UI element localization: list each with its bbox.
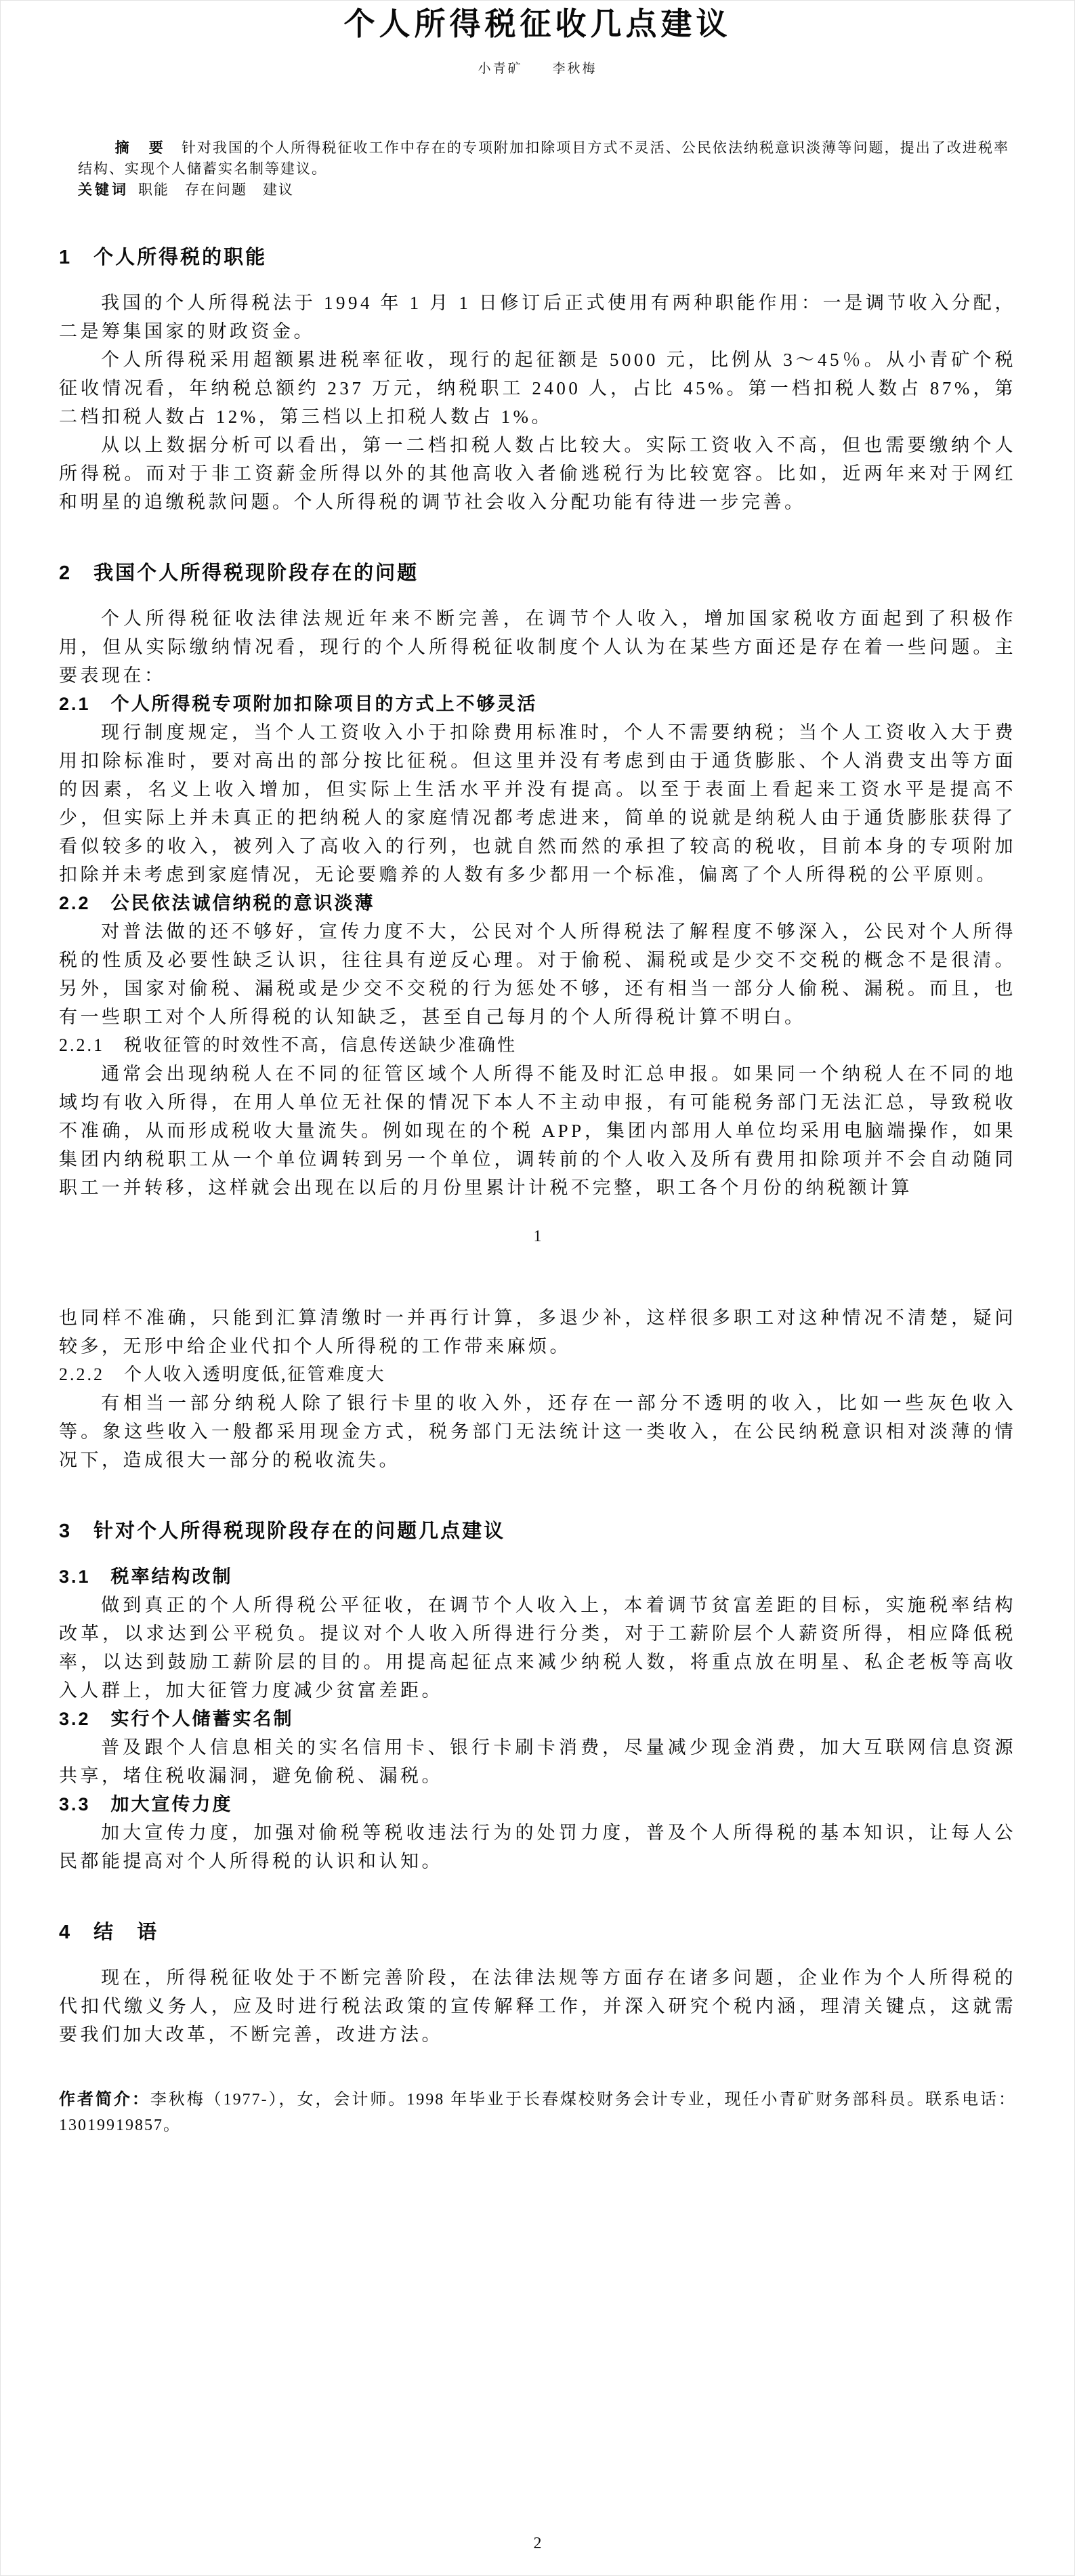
paragraph: 做到真正的个人所得税公平征收，在调节个人收入上，本着调节贫富差距的目标，实施税率结构改革，以求达到公平税负。提议对个人收入所得进行分类，对于工薪阶层个人薪资所得，相应降低税率，以达到鼓励工薪阶层的目的。用提高起征点来减少纳税人数，将重点放在明星、私企老板等高收入人群上，加大征管力度减少贫富差距。 (59, 1595, 1016, 1701)
subsection-heading: 2.1 个人所得税专项附加扣除项目的方式上不够灵活 (59, 694, 538, 714)
keywords (78, 180, 1009, 201)
section-heading: 4 结 语 (59, 1921, 159, 1943)
paragraph: 我国的个人所得税法于 1994 年 1 月 1 日修订后正式使用有两种职能作用：一是调节收入分配，二是筹集国家的财政资金。 (59, 293, 1016, 341)
paragraph-continued: 也同样不准确，只能到汇算清缴时一并再行计算，多退少补，这样很多职工对这种情况不清楚，疑问较多，无形中给企业代扣个人所得税的工作带来麻烦。 (59, 1308, 1016, 1356)
subsubsection-heading: 2.2.2 个人收入透明度低,征管难度大 (59, 1365, 386, 1384)
paragraph: 从以上数据分析可以看出，第一二档扣税人数占比较大。实际工资收入不高，但也需要缴纳个人所得税。而对于非工资薪金所得以外的其他高收入者偷逃税行为比较宽容。比如，近两年来对于网红和明星的追缴税款问题。个人所得税的调节社会收入分配功能有待进一步完善。 (59, 435, 1016, 512)
paragraph: 通常会出现纳税人在不同的征管区域个人所得不能及时汇总申报。如果同一个纳税人在不同的地域均有收入所得，在用人单位无社保的情况下本人不主动申报，有可能税务部门无法汇总，导致税收不准确，从而形成税收大量流失。例如现在的个税 APP，集团内部用人单位均采用电脑端操作，如果集团内纳税职工从一个单位调转到另一个单位，调转前的个人收入及所有费用扣除项并不会自动随同职工一并转移，这样就会出现在以后的月份里累计计税不完整，职工各个月份的纳税额计算 (59, 1064, 1016, 1198)
subsection-heading: 3.1 税率结构改制 (59, 1566, 233, 1587)
document-content (1, 5, 1074, 2138)
paragraph: 有相当一部分纳税人除了银行卡里的收入外，还存在一部分不透明的收入，比如一些灰色收入等。象这些收入一般都采用现金方式，税务部门无法统计这一类收入，在公民纳税意识相对淡薄的情况下，造成很大一部分的税收流失。 (59, 1393, 1016, 1470)
paragraph: 现在，所得税征收处于不断完善阶段，在法律法规等方面存在诸多问题，企业作为个人所得税的代扣代缴义务人，应及时进行税法政策的宣传解释工作，并深入研究个税内涵，理清关键点，这就需要我们加大改革，不断完善，改进方法。 (59, 1968, 1016, 2045)
paper-authors: 小青矿 李秋梅 (478, 62, 597, 76)
article-body (59, 244, 1016, 2049)
paragraph: 个人所得税征收法律法规近年来不断完善，在调节个人收入，增加国家税收方面起到了积极作用，但从实际缴纳情况看，现行的个人所得税征收制度个人认为在某些方面还是存在着一些问题。主要表现在： (59, 608, 1016, 686)
paragraph: 普及跟个人信息相关的实名信用卡、银行卡刷卡消费，尽量减少现金消费，加大互联网信息资源共享，堵住税收漏洞，避免偷税、漏税。 (59, 1737, 1016, 1786)
section-heading: 3 针对个人所得税现阶段存在的问题几点建议 (59, 1520, 506, 1542)
author-bio-label: 作者简介： (59, 2090, 150, 2108)
keywords-text: 职能 存在问题 建议 (138, 182, 294, 198)
section-heading: 1 个人所得税的职能 (59, 247, 268, 268)
subsubsection-heading: 2.2.1 税收征管的时效性不高，信息传送缺少准确性 (59, 1035, 518, 1055)
page-break (59, 1202, 1016, 1304)
abstract (78, 138, 1009, 180)
page-footer (1, 2535, 1074, 2553)
subsection-heading: 3.2 实行个人储蓄实名制 (59, 1709, 294, 1729)
paper-title: 个人所得税征收几点建议 (343, 6, 732, 41)
paragraph: 现行制度规定，当个人工资收入小于扣除费用标准时，个人不需要纳税；当个人工资收入大于费用扣除标准时，要对高出的部分按比征税。但这里并没有考虑到由于通货膨胀、个人消费支出等方面的因素，名义上收入增加，但实际上生活水平并没有提高。以至于表面上看起来工资水平是提高不少，但实际上并未真正的把纳税人的家庭情况都考虑进来，简单的说就是纳税人由于通货膨胀获得了看似较多的收入，被列入了高收入的行列，也就自然而然的承担了较高的税收，目前本身的专项附加扣除并未考虑到家庭情况，无论要赡养的人数有多少都用一个标准，偏离了个人所得税的公平原则。 (59, 722, 1016, 885)
page-number: 1 (533, 1228, 542, 1245)
paragraph: 对普法做的还不够好，宣传力度不大，公民对个人所得税法了解程度不够深入，公民对个人所得税的性质及必要性缺乏认识，往往具有逆反心理。对于偷税、漏税或是少交不交税的概念不是很清。另外，国家对偷税、漏税或是少交不交税的行为惩处不够，还有相当一部分人偷税、漏税。而且，也有一些职工对个人所得税的认知缺乏，甚至自己每月的个人所得税计算不明白。 (59, 921, 1016, 1027)
author-bio-text: 李秋梅（1977-），女，会计师。1998 年毕业于长春煤校财务会计专业，现任小青矿财务部科员。联系电话：13019919857。 (59, 2091, 1016, 2134)
author-bio (59, 2087, 1016, 2138)
subsection-heading: 2.2 公民依法诚信纳税的意识淡薄 (59, 893, 375, 913)
keywords-label: 关键词 (78, 182, 129, 198)
page-number: 2 (533, 2535, 542, 2552)
section-heading: 2 我国个人所得税现阶段存在的问题 (59, 562, 419, 584)
abstract-label: 摘 要 (114, 140, 166, 156)
subsection-heading: 3.3 加大宣传力度 (59, 1794, 233, 1814)
paragraph: 个人所得税采用超额累进税率征收，现行的起征额是 5000 元，比例从 3～45％。从小青矿个税征收情况看，年纳税总额约 237 万元，纳税职工 2400 人，占比 45%。第一档扣税人数占 87%，第二档扣税人数占 12%，第三档以上扣税人数占 1%。 (59, 350, 1016, 427)
abstract-text: 针对我国的个人所得税征收工作中存在的专项附加扣除项目方式不灵活、公民依法纳税意识淡薄等问题，提出了改进税率结构、实现个人储蓄实名制等建议。 (78, 140, 1010, 177)
paragraph: 加大宣传力度，加强对偷税等税收违法行为的处罚力度，普及个人所得税的基本知识，让每人公民都能提高对个人所得税的认识和认知。 (59, 1823, 1016, 1871)
